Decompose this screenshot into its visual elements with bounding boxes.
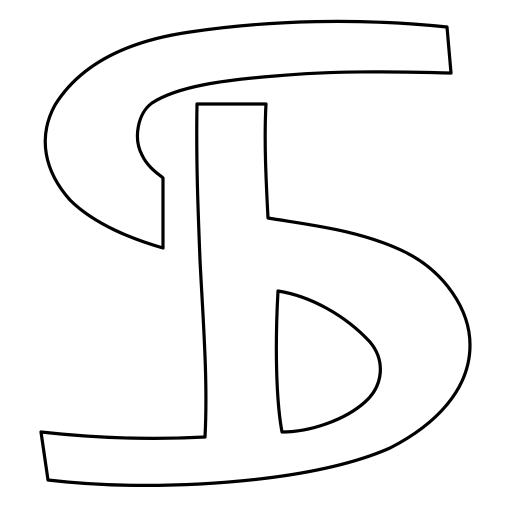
- b-bowl-counter: [276, 291, 380, 432]
- s-curve-outline: [45, 21, 451, 248]
- b-outer-outline: [41, 104, 470, 485]
